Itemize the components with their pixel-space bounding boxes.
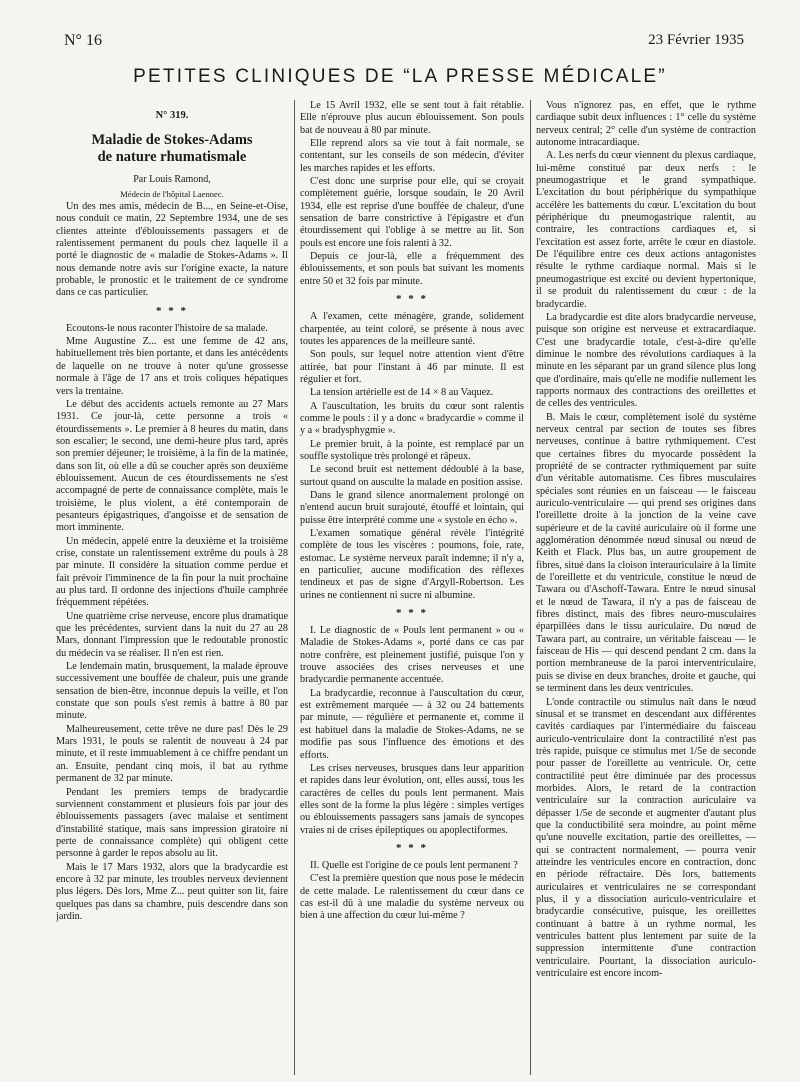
article-title-line-2: de nature rhumatismale xyxy=(97,149,247,166)
paragraph: Les crises nerveuses, brusques dans leur apparition et rapides dans leur évolution, ont, elles aussi, tous les caractères de celles du pouls lent permanent. Mais elles sont de la forme la plus légère : simples vertiges ou éblouissements passagers sans jamais de syncopes vraies ni de crises épileptiques ou apoplectiformes. xyxy=(300,762,524,836)
paragraph: Son pouls, sur lequel notre attention vient d'être attirée, bat pour l'instant à 46 par minute. Il est régulier et fort. xyxy=(300,349,524,385)
issue-date: 23 Février 1935 xyxy=(648,32,744,48)
paragraph: Dans le grand silence anormalement prolongé on n'entend aucun bruit surajouté, étouffé et lointain, qui puisse être interprété comme une « systole en écho ». xyxy=(300,489,524,526)
section-separator: * * * xyxy=(156,304,188,317)
paragraph: La tension artérielle est de 14 × 8 au Vaquez. xyxy=(310,387,494,399)
column-3 xyxy=(536,100,756,1075)
column-2 xyxy=(300,100,524,1075)
paragraph: C'est la première question que nous pose le médecin de cette malade. Le ralentissement du cœur dans ce cas est-il dû à une maladie du système nerveux ou bien à une affection du cœur lui-même ? xyxy=(300,873,524,922)
article-title xyxy=(56,132,288,166)
paragraph: Depuis ce jour-là, elle a fréquemment des éblouissements, et son pouls bat suivant les moments entre 50 et 32 fois par minute. xyxy=(300,251,524,287)
paragraph: Mme Augustine Z... est une femme de 42 ans, habituellement très bien portante, et dans les antécédents de laquelle on ne trouve à noter qu'une grossesse normale à l'âge de 17 ans et trois coliques hépatiques vers la trentaine. xyxy=(56,336,288,397)
column-divider xyxy=(294,100,295,1075)
paragraph: Une quatrième crise nerveuse, encore plus dramatique que les précédentes, survient dans la nuit du 27 au 28 Mars, donnant l'impression que le redoutable pronostic du médecin va se réaliser. Il n'en est rien. xyxy=(56,610,288,659)
author-line: Par Louis Ramond, xyxy=(133,174,211,186)
paragraph: L'onde contractile ou stimulus naît dans le nœud sinusal et se transmet en descendant aux différentes cavités cardiaques par l'intermédiaire du faisceau auriculo-ventriculaire dont la contractilité n'est pas très rapide, puisque ce stimulus met 1/5e de seconde pour passer de l'oreillette au ventricule. Or, cette contractilité peut être diminuée par des processus morbides. Alors, le retard de la contraction ventriculaire sur la contraction auriculaire va dépasser 1/5e de seconde et augmenter d'autant plus que la conductibilité sera moindre, au point même qu'une nouvelle excitation, partie des oreillettes, — qui se contractent normalement, — pourra venir atteindre les ventricules encore en contraction, donc en période réfractaire. Dès lors, battements auriculaires et ventriculaires ne se correspondant plus, il y a dissociation auriculo-ventriculaire et bradycardie consécutive, puisque, les oreillettes continuant à battre à un rythme normal, les ventricules battent plus lentement par suite de la suppression intermittente d'une contraction ventriculaire. Pourtant, la dissociation auriculo-ventriculaire est encore incom- xyxy=(536,696,756,980)
paragraph: Le début des accidents actuels remonte au 27 Mars 1931. Ce jour-là, cette personne a trois « étourdissements ». Le premier à 8 heures du matin, dans son escalier; le second, une demi-heure plus tard, après son premier déjeuner; le troisième, à la fin de la matinée, dans son lit, où elle a dû se coucher après son deuxième éblouissement. Aucun de ces étourdissements ne s'est accompagné de perte de connaissance complète, mais le troisième, le plus violent, a été contemporain de pesanteurs épigastriques, d'angoisse et de sensation de mort imminente. xyxy=(56,398,288,534)
author-affiliation: Médecin de l'hôpital Laennec. xyxy=(120,188,224,199)
paragraph: C'est donc une surprise pour elle, qui se croyait complètement guérie, lorsque soudain, le 20 Avril 1934, elle est reprise d'une bouffée de chaleur, d'une sensation de barre constrictive à l'épigastre et d'un étourdissement qui l'oblige à se mettre au lit. Son pouls est encore une fois ralenti à 32. xyxy=(300,176,524,249)
paragraph: Un des mes amis, médecin de B..., en Seine-et-Oise, nous conduit ce matin, 22 Septembre 1934, une de ses clientes atteinte d'éblouissements passagers et de ralentissement permanent du pouls chez laquelle il a porté le diagnostic de « maladie de Stokes-Adams ». Il nous demande notre avis sur l'origine exacte, la nature probable, le pronostic et le traitement de ce syndrome dans ce cas particulier. xyxy=(56,201,288,299)
paragraph: Un médecin, appelé entre la deuxième et la troisième crise, constate un ralentissement extrême du pouls à 28 par minute. Il considère la situation comme perdue et fait prévoir l'imminence de la fin pour la nuit prochaine au plus tard. Il ordonne des injections d'huile camphrée fréquemment répétées. xyxy=(56,535,288,609)
paragraph: Le premier bruit, à la pointe, est remplacé par un souffle systolique très prolongé et râpeux. xyxy=(300,438,524,462)
section-separator: * * * xyxy=(396,841,428,854)
paragraph: Le second bruit est nettement dédoublé à la base, surtout quand on ausculte la malade en position assise. xyxy=(300,464,524,488)
paragraph: La bradycardie, reconnue à l'auscultation du cœur, est extrêmement marquée — à 32 ou 24 battements par minute, — régulière et permanente et, comme il est habituel dans la maladie de Stokes-Adams, ne se modifie pas sous l'influence des émotions et des efforts. xyxy=(300,687,524,761)
paragraph: Pendant les premiers temps de bradycardie surviennent constamment et plusieurs fois par jour des éblouissements passagers (avec malaise et sentiment d'instabilité statique, mais sans impression giratoire ni perte de connaissance complète) qui obligent cette personne à garder le repos absolu au lit. xyxy=(56,786,288,860)
column-1 xyxy=(56,100,288,1075)
paragraph: B. Mais le cœur, complètement isolé du système nerveux central par section de toutes ses fibres nerveuses, continue à battre rythmiquement. C'est que certaines fibres du myocarde possèdent la propriété de se contracter rythmiquement par suite d'un véritable automatisme. Ces fibres musculaires spéciales sont réunies en un faisceau — le faisceau auriculo-ventriculaire — qui prend ses origines dans l'oreillette droite à la jonction de la veine cave supérieure et de la cavité auriculaire où il forme une agglomération dénommée nœud sinusal ou nœud de Keith et Flack. Plus bas, un autre groupement de fibres, situé dans la cloison interauriculaire à la limite de l'oreillette et du ventricule, constitue le nœud de Tawara ou d'Aschoff-Tawara. Entre le nœud sinusal et le nœud de Tawara, il n'y a pas de faisceau de fibres distinct, mais des fibres neuro-musculaires éparpillées dans le tissu auriculaire. Du nœud de Tawara part, au contraire, un véritable faisceau — le faisceau de His — qui descend pendant 2 cm. dans la portion membraneuse de la paroi interventriculaire, puis se divise en deux branches, droite et gauche, qui se terminent dans les deux ventricules. xyxy=(536,411,756,695)
page-header xyxy=(64,32,744,50)
paragraph: Mais le 17 Mars 1932, alors que la bradycardie est encore à 32 par minute, les troubles nerveux deviennent plus légers. Dès lors, Mme Z... peut quitter son lit, faire quelques pas dans sa chambre, puis descendre dans son jardin. xyxy=(56,861,288,922)
paragraph: Malheureusement, cette trêve ne dure pas! Dès le 29 Mars 1931, le pouls se ralentit de nouveau à 24 par minute, et il reste immuablement à ce chiffre pendant un an. Ensuite, pendant cinq mois, il bat au rythme permanent de 32 par minute. xyxy=(56,723,288,785)
paragraph: Le lendemain matin, brusquement, la malade éprouve successivement une bouffée de chaleur, puis une grande sensation de bien-être, inconnue depuis la veille, et l'on constate que son pouls s'est remis à battre à 80 par minute. xyxy=(56,661,288,722)
article-columns xyxy=(56,100,756,1075)
paragraph: A. Les nerfs du cœur viennent du plexus cardiaque, lui-même constitué par deux nerfs : le pneumogastrique et le grand sympathique. L'excitation du bout périphérique du sympathique accélère les battements du cœur. L'excitation du bout périphérique du pneumogastrique ralentit, au contraire, les contractions cardiaques et, si l'excitation est assez forte, arrête le cœur en diastole. De l'équilibre entre ces deux actions antagonistes résulte le rythme cardiaque normal. Mais si le pneumogastrique est excité ou devient hypertonique, il se produit du ralentissement du cœur : de la bradycardie. xyxy=(536,150,756,310)
paragraph: Vous n'ignorez pas, en effet, que le rythme cardiaque subit deux influences : 1° celle du système nerveux central; 2° celle d'un système de contraction autonome intracardiaque. xyxy=(536,100,756,149)
paragraph: Le 15 Avril 1932, elle se sent tout à fait rétablie. Elle n'éprouve plus aucun éblouissement. Son pouls bat de nouveau à 80 par minute. xyxy=(300,100,524,136)
paragraph: Elle reprend alors sa vie tout à fait normale, se contentant, sur les conseils de son médecin, d'éviter les marches rapides et les efforts. xyxy=(300,138,524,174)
paragraph: L'examen somatique général révèle l'intégrité complète de tous les viscères : poumons, foie, rate, estomac. Le système nerveux paraît indemne; il n'y a, en particulier, aucune modification des réflexes tendineux et pas de signe d'Argyll-Robertson. Les urines ne contiennent ni sucre ni albumine. xyxy=(300,528,524,601)
article-title-line-1: Maladie de Stokes-Adams xyxy=(91,132,253,149)
paragraph: A l'auscultation, les bruits du cœur sont ralentis comme le pouls : il y a donc « bradycardie » comme il y a « bradysphygmie ». xyxy=(300,400,524,437)
paragraph: Ecoutons-le nous raconter l'histoire de sa malade. xyxy=(66,322,268,334)
case-number: N° 319. xyxy=(155,110,189,121)
paragraph: La bradycardie est dite alors bradycardie nerveuse, puisque son origine est nerveuse et extracardiaque. C'est une bradycardie totale, c'est-à-dire qu'elle diminue le nombre des révolutions cardiaques à la minute en les séparant par un grand silence plus long que d'ordinaire, mais qu'elle ne modifie nullement les rapports normaux des contractions des oreillettes et de celles des ventricules. xyxy=(536,311,756,410)
series-title: PETITES CLINIQUES DE “LA PRESSE MÉDICALE” xyxy=(133,66,667,87)
column-divider xyxy=(530,100,531,1075)
paragraph: A l'examen, cette ménagère, grande, solidement charpentée, au teint coloré, se présente à nous avec toutes les apparences de la meilleure santé. xyxy=(300,311,524,347)
section-separator: * * * xyxy=(396,293,428,306)
section-separator: * * * xyxy=(396,607,428,620)
issue-number: N° 16 xyxy=(64,32,102,49)
paragraph: I. Le diagnostic de « Pouls lent permanent » ou « Maladie de Stokes-Adams », porté dans ce cas par notre confrère, est pleinement justifié, puisque l'on y trouve associées des crises nerveuses et une bradycardie permanente accentuée. xyxy=(300,625,524,686)
paragraph: II. Quelle est l'origine de ce pouls lent permanent ? xyxy=(310,859,518,871)
